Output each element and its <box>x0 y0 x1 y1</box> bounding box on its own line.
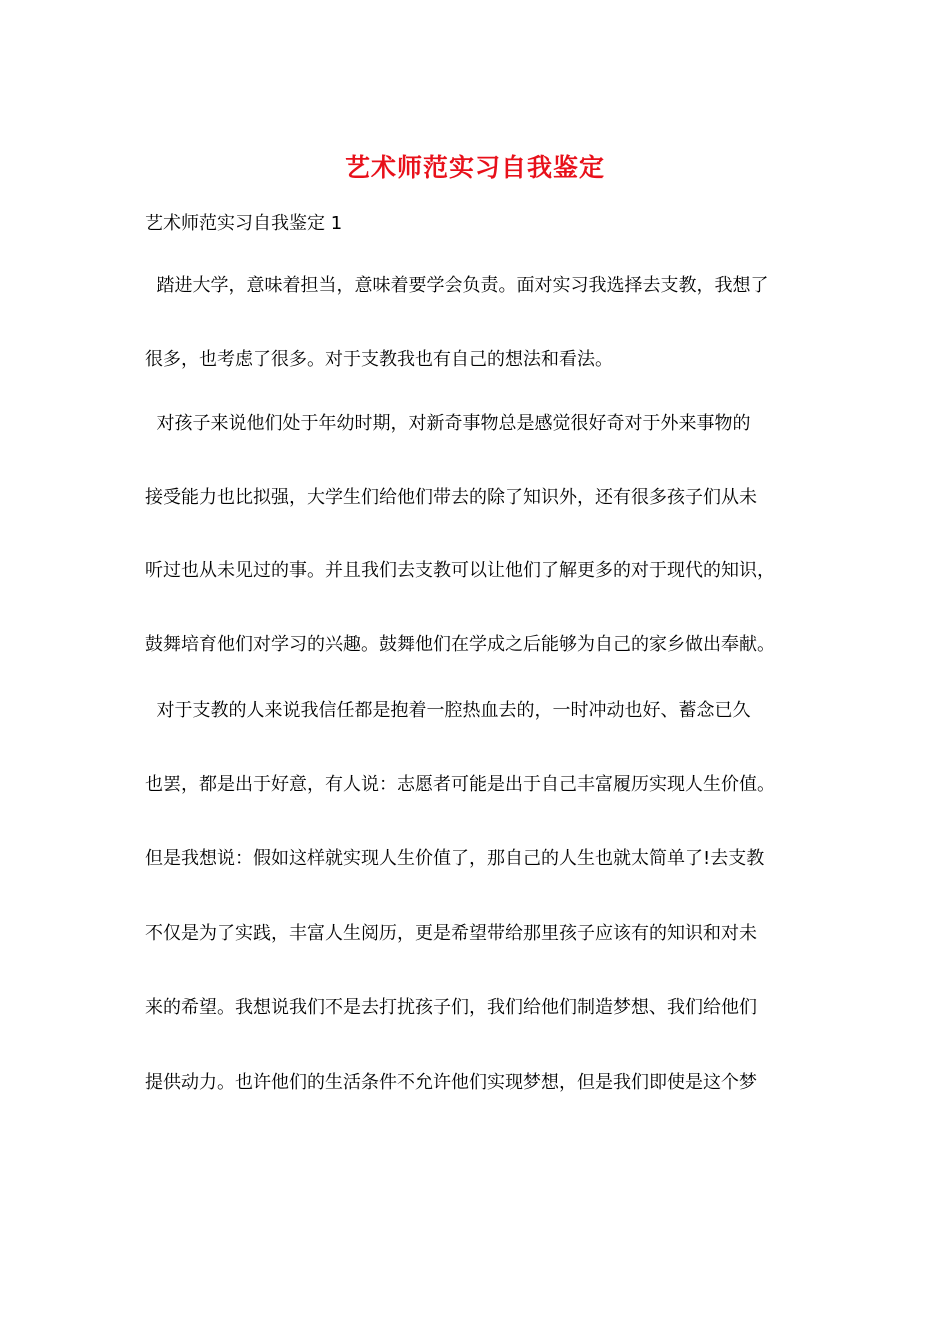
body-line: 鼓舞培育他们对学习的兴趣。鼓舞他们在学成之后能够为自己的家乡做出奉献。 <box>145 634 775 655</box>
body-line: 但是我想说：假如这样就实现人生价值了，那自己的人生也就太简单了!去支教 <box>145 848 765 869</box>
document-title: 艺术师范实习自我鉴定 <box>344 153 605 182</box>
body-line: 接受能力也比拟强，大学生们给他们带去的除了知识外，还有很多孩子们从未 <box>145 487 757 508</box>
section-heading: 艺术师范实习自我鉴定 1 <box>145 213 343 234</box>
body-line: 对孩子来说他们处于年幼时期，对新奇事物总是感觉很好奇对于外来事物的 <box>145 413 751 434</box>
body-line: 不仅是为了实践，丰富人生阅历，更是希望带给那里孩子应该有的知识和对未 <box>145 923 757 944</box>
body-line: 来的希望。我想说我们不是去打扰孩子们，我们给他们制造梦想、我们给他们 <box>145 997 757 1018</box>
body-line: 也罢，都是出于好意，有人说：志愿者可能是出于自己丰富履历实现人生价值。 <box>145 774 775 795</box>
body-line: 提供动力。也许他们的生活条件不允许他们实现梦想，但是我们即使是这个梦 <box>145 1072 757 1093</box>
body-line: 对于支教的人来说我信任都是抱着一腔热血去的，一时冲动也好、蓄念已久 <box>145 700 751 721</box>
body-line: 很多，也考虑了很多。对于支教我也有自己的想法和看法。 <box>145 349 613 370</box>
body-line: 踏进大学，意味着担当，意味着要学会负责。面对实习我选择去支教，我想了 <box>145 275 769 296</box>
body-line: 听过也从未见过的事。并且我们去支教可以让他们了解更多的对于现代的知识， <box>145 560 775 581</box>
